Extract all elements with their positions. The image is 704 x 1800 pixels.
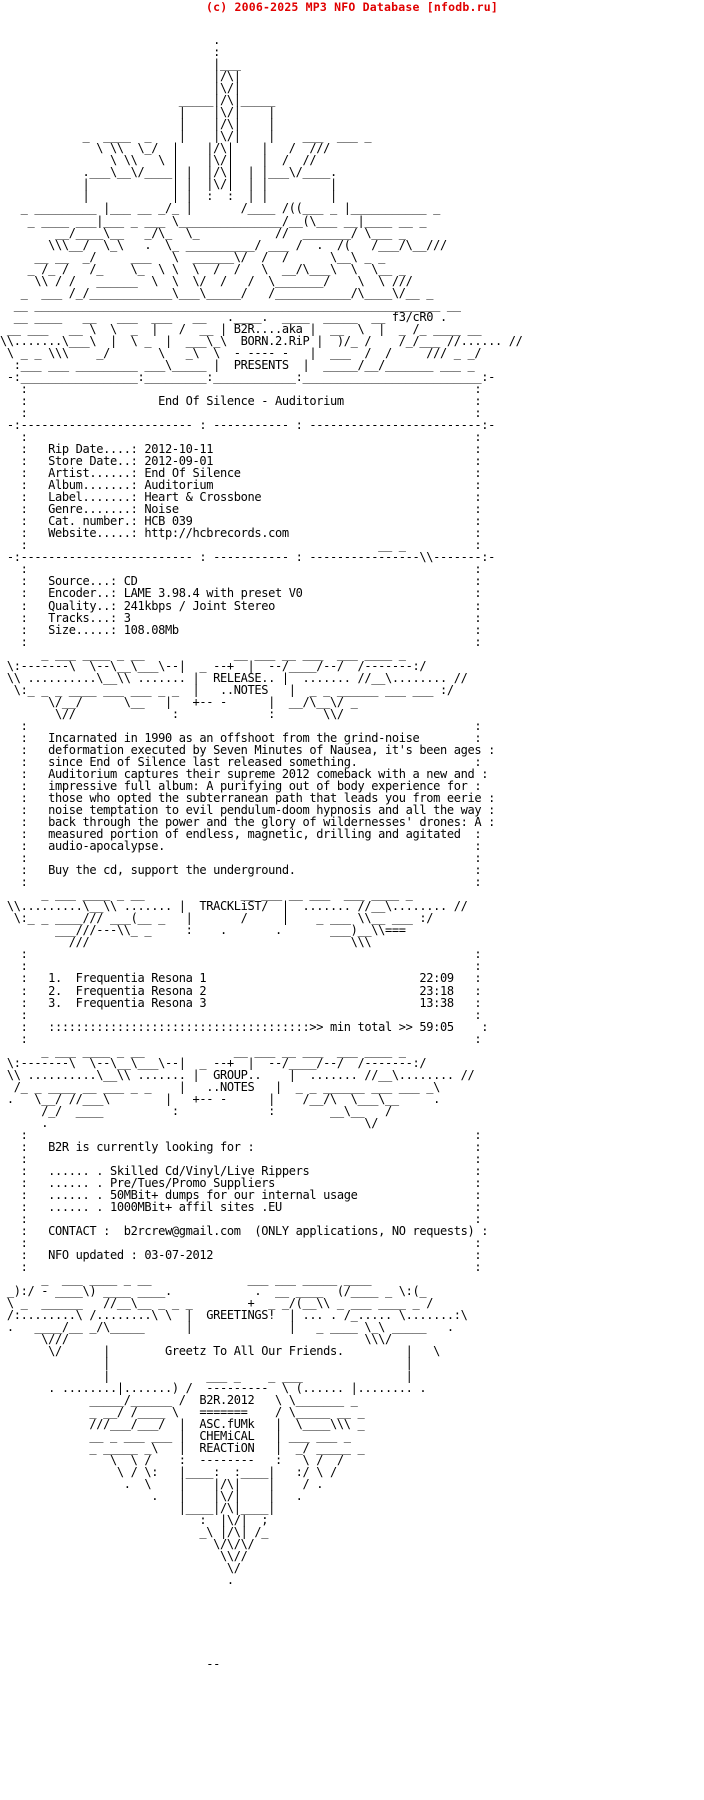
nfo-line: : ...... . Skilled Cd/Vinyl/Live Rippers : xyxy=(0,1163,482,1178)
nfo-line: : |\/| ; xyxy=(0,1512,269,1527)
nfo-line: : B2R is currently looking for : : xyxy=(0,1139,482,1154)
nfo-line: : __ _ : xyxy=(0,538,482,553)
nfo-line: . | |\/| | . xyxy=(0,1488,303,1503)
nfo-line: : Artist......: End Of Silence : xyxy=(0,466,482,481)
nfo-line: ___///---\\_ _ : . . ___)__\\=== xyxy=(0,923,406,938)
nfo-line: . \ | |/\| | / . xyxy=(0,1476,324,1491)
nfo-line: : : xyxy=(0,634,482,649)
nfo-line: : Tracks...: 3 : xyxy=(0,610,482,625)
nfo-line: : xyxy=(0,45,220,60)
nfo-line: : audio-apocalypse. : xyxy=(0,839,482,854)
nfo-line: _ ___ ____ _ __ __ ___ __ ___ ___ ____ _ xyxy=(0,1043,406,1058)
nfo-line: \\.......\___\ | \ _ | ___\_\ BORN.2.RiP | )/_ / /_/___ //...... // xyxy=(0,333,523,348)
nfo-line: : Website.....: http://hcbrecords.com : xyxy=(0,526,482,541)
nfo-line: \\// xyxy=(0,1548,248,1563)
nfo-line: : : xyxy=(0,381,482,396)
nfo-line: -:------------------------- : ----------- : ----------------\\-------:- xyxy=(0,550,495,565)
nfo-line: : Album.......: Auditorium : xyxy=(0,478,482,493)
nfo-line: : : xyxy=(0,875,482,890)
nfo-line: : : xyxy=(0,562,482,577)
nfo-line: | |\/| | xyxy=(0,105,275,120)
nfo-line: _ ___ ____ _ __ ___ ___ _____ ____ xyxy=(0,1272,372,1287)
nfo-line: : Genre.......: Noise : xyxy=(0,502,482,517)
nfo-line: : Encoder..: LAME 3.98.4 with preset V0 : xyxy=(0,586,482,601)
nfo-line: : : xyxy=(0,959,482,974)
nfo-line: : : xyxy=(0,851,482,866)
nfo-line: : ::::::::::::::::::::::::::::::::::::::>> min total >> 59:05 : xyxy=(0,1019,489,1034)
nfo-line: . xyxy=(0,1573,234,1588)
nfo-line: | ___ _ _ ___ | xyxy=(0,1368,413,1383)
nfo-line: \\ ..........\__\\ ....... | RELEASE.. | ....... //__\........ // xyxy=(0,670,468,685)
nfo-line: | | | : : | | | xyxy=(0,189,337,204)
nfo-line: : : xyxy=(0,718,482,733)
nfo-line: : noise temptation to evil pendulum-doom hypnosis and all the way : xyxy=(0,803,495,818)
nfo-line: \ \\ \_/ | |/\| | / /// xyxy=(0,141,337,156)
nfo-line: \\.........\__\\ ....... | TRACKLiST/ | ....... //__\........ // xyxy=(0,899,468,914)
nfo-line: ///___/___/ | ASC.fUMk | \____\\\ _ xyxy=(0,1416,365,1431)
nfo-line: _\ |/\| /_ xyxy=(0,1524,269,1539)
nfo-line: _ ___ ____ _ __ __ ___ __ ___ ___ ____ _ xyxy=(0,887,413,902)
nfo-line: _____|/\|_____ xyxy=(0,93,275,108)
nfo-line: : Incarnated in 1990 as an offshoot from the grind-noise : xyxy=(0,730,482,745)
nfo-line: -:_________________:_________:____________:__________________________:- xyxy=(0,369,495,384)
nfo-line: : ...... . 1000MBit+ affil sites .EU : xyxy=(0,1200,482,1215)
nfo-line: \/ xyxy=(0,1561,241,1575)
nfo-line: /// \\\ xyxy=(0,935,372,950)
nfo-line: _ /_ / /_ \_ \ \ \ / / \ __/\___\ \ \__ _ xyxy=(0,261,406,276)
nfo-line: : 2. Frequentia Resona 2 23:18 : xyxy=(0,983,482,998)
nfo-line: _____/______ / B2R.2012 \ \_______ _ xyxy=(0,1392,358,1407)
nfo-line: _ ___ ____ _ __ __ ___ __ ___ ___ ____ _ xyxy=(0,646,406,661)
nfo-line: __ ____ __ ___ ___ __ .____. ____ _____ __ f3/cR0 . xyxy=(0,309,447,324)
nfo-line: : measured portion of endless, magnetic, drilling and agitated : xyxy=(0,827,482,842)
nfo-line: /_ _ ____ __ ___ _ _ | ..NOTES | _ _ ______ ___ ___ _\ xyxy=(0,1079,440,1094)
nfo-line: : impressive full album: A purifying out of body experience for : xyxy=(0,778,482,793)
nfo-line: \:-------\ \--\__\___\--| _ --+ | --/____/--/ /-------:/ xyxy=(0,658,427,673)
nfo-line: |\/| xyxy=(0,81,241,96)
nfo-line: : Source...: CD : xyxy=(0,574,482,589)
nfo-line: : deformation executed by Seven Minutes of Nausea, it's been ages : xyxy=(0,742,495,757)
nfo-line: : : xyxy=(0,1031,482,1046)
nfo-line: : : xyxy=(0,406,482,420)
page-header-title: (c) 2006-2025 MP3 NFO Database [nfodb.ru] xyxy=(205,0,499,14)
nfo-line: : : xyxy=(0,947,482,962)
nfo-line: _):/ - ____\) ____ ____. . __ ____ (/____ _ \:(_ xyxy=(0,1284,427,1299)
nfo-line: : ...... . Pre/Tues/Promo Suppliers : xyxy=(0,1176,482,1190)
nfo-ascii-art xyxy=(0,22,704,1670)
nfo-line: .___\__\/____| | |/\| | |___\/____. xyxy=(0,165,337,180)
nfo-line: \ _ _ \\\ _/ \ _\ \ - ---- - | ___ / / /// _ _/ xyxy=(0,345,482,360)
nfo-line: __ __ _/ ___ \ ______\/ / / \__\ _ _ xyxy=(0,249,385,264)
nfo-line: : Label.......: Heart & Crossbone : xyxy=(0,490,482,505)
nfo-line: \:_ _ ____/// ___(__ _ | / | _ ___ \\__ ___ :/ xyxy=(0,911,434,926)
nfo-line: : : xyxy=(0,1127,482,1142)
nfo-line: |____|/\|____| xyxy=(0,1500,275,1515)
nfo-line: __/____\__ _/\_ \_ // _______/ \___ _ xyxy=(0,225,406,240)
nfo-line: \ _ ______ //__\__ _ _ _ + _ _/(__\\ _ ___ ____ _ / xyxy=(0,1296,434,1311)
nfo-line: _ ___ /_/____________\___\_____/ /___________/\____\/__ _ xyxy=(0,285,434,300)
nfo-line: \ / \: |____: :____| :/ \ / xyxy=(0,1464,337,1479)
nfo-line: | | xyxy=(0,1356,413,1371)
nfo-line: : NFO updated : 03-07-2012 : xyxy=(0,1248,482,1263)
nfo-line: __ ___________________________________________________________ __ xyxy=(0,297,461,312)
nfo-line: : CONTACT : b2rcrew@gmail.com (ONLY applications, NO requests) : xyxy=(0,1224,489,1239)
nfo-line: \// : : \\/ xyxy=(0,706,344,721)
nfo-line: : Cat. number.: HCB 039 : xyxy=(0,514,482,529)
nfo-line: _ _________ |___ __ _/_ | /____ /((___ _ |___________ _ xyxy=(0,201,440,216)
nfo-line: : Size.....: 108.08Mb : xyxy=(0,622,482,637)
nfo-line: __ _ ___ ___ | CHEMiCAL | ___ ___ _ xyxy=(0,1428,351,1443)
nfo-line: : 1. Frequentia Resona 1 22:09 : xyxy=(0,971,482,986)
nfo-line: \:_ _ _ ____ ___ ___ _ _ | ..NOTES | _ _ ______ ___ ___ :/ xyxy=(0,682,454,697)
nfo-line: : back through the power and the glory of wildernesses' drones: A : xyxy=(0,815,495,830)
nfo-line: |___ xyxy=(0,57,241,72)
nfo-line: \\ ..........\__\\ ....... | GROUP.. | ....... //__\........ // xyxy=(0,1067,475,1082)
nfo-line: -:------------------------- : ----------- : -------------------------:- xyxy=(0,418,495,433)
nfo-line: : : xyxy=(0,1236,482,1251)
nfo-line: /_/ ____ : : __\__ / xyxy=(0,1103,392,1118)
nfo-line: : Quality..: 241kbps / Joint Stereo : xyxy=(0,598,482,613)
nfo-line: \:-------\ \--\__\___\--| _ --+ | --/____/--/ /-------:/ xyxy=(0,1055,427,1070)
nfo-line: : Rip Date....: 2012-10-11 : xyxy=(0,442,482,457)
nfo-line: \ \\ \ | |\/| | / // xyxy=(0,153,317,168)
nfo-line: \/__/ \__ | +-- - | __/\__\/ _ xyxy=(0,694,358,709)
nfo-line: : ...... . 50MBit+ dumps for our internal usage : xyxy=(0,1188,482,1203)
nfo-line: \ \ / : -------- : \ / / xyxy=(0,1452,344,1467)
nfo-line: \/\/\/ xyxy=(0,1536,255,1551)
nfo-line: -- xyxy=(0,1657,220,1672)
nfo-line: \/ | Greetz To All Our Friends. | \ xyxy=(0,1344,440,1359)
nfo-line: _ ____ _ | |\/| | ___ ___ _ xyxy=(0,129,372,144)
nfo-line: . xyxy=(0,33,220,48)
nfo-line: /:........\ /........\ \ | GREETINGS! | ... . /_..... \.......:\ xyxy=(0,1308,468,1323)
nfo-line: . \__/ //___\ | +-- - | /__/\ \___\__ . xyxy=(0,1091,440,1106)
nfo-line: _ __/ /____ \ ======= / \_____ __ _ xyxy=(0,1404,365,1419)
nfo-line: . \/ xyxy=(0,1115,379,1130)
nfo-line: . ____/__ _/\_____ | | _ ____ \_\ _____ . xyxy=(0,1320,454,1335)
nfo-line: _ _____ _\ | REACTiON | _/ _____ _ xyxy=(0,1440,365,1455)
nfo-line: : : xyxy=(0,1007,482,1022)
nfo-line: . ........|.......) / --------- \ (...... |........ . xyxy=(0,1380,427,1395)
nfo-line: __ ___ __ \ \ _ | / __ | B2R....aka | __ \ | _ /_ ____ __ xyxy=(0,321,482,336)
nfo-line: \/// \\\/ xyxy=(0,1332,392,1347)
nfo-line: \\\__/ \_\ . \_ __________/ ___ / . /( /___/\__/// xyxy=(0,237,454,252)
nfo-line: _ ____ ___|___ _ ___ \_______________/__(\___ __|____ __ _ xyxy=(0,213,427,228)
nfo-line: : Store Date..: 2012-09-01 : xyxy=(0,454,482,469)
nfo-line: : Auditorium captures their supreme 2012 comeback with a new and : xyxy=(0,766,489,781)
nfo-line: \\ / / ______ \ \ \/ / / \_______/ \ \ /// xyxy=(0,273,413,288)
nfo-line: : : xyxy=(0,1151,482,1166)
release-title-line: : End Of Silence - Auditorium : xyxy=(0,393,482,408)
nfo-line: |/\| xyxy=(0,69,241,84)
nfo-line: | |/\| | xyxy=(0,117,275,132)
nfo-line: :___ ___ _________ ___\_____ | PRESENTS | _____/__/_______ ___ _ xyxy=(0,357,475,372)
nfo-line: : : xyxy=(0,1212,482,1227)
nfo-line: : 3. Frequentia Resona 3 13:38 : xyxy=(0,995,482,1010)
nfo-line: : Buy the cd, support the underground. : xyxy=(0,863,482,878)
nfo-line: : those who opted the subterranean path that leads you from eerie : xyxy=(0,791,495,805)
nfo-line: : : xyxy=(0,430,482,445)
nfo-line: : since End of Silence last released something. : xyxy=(0,754,482,769)
nfo-line: : : xyxy=(0,1260,482,1275)
nfo-line: | | | |\/| | | | xyxy=(0,177,337,192)
